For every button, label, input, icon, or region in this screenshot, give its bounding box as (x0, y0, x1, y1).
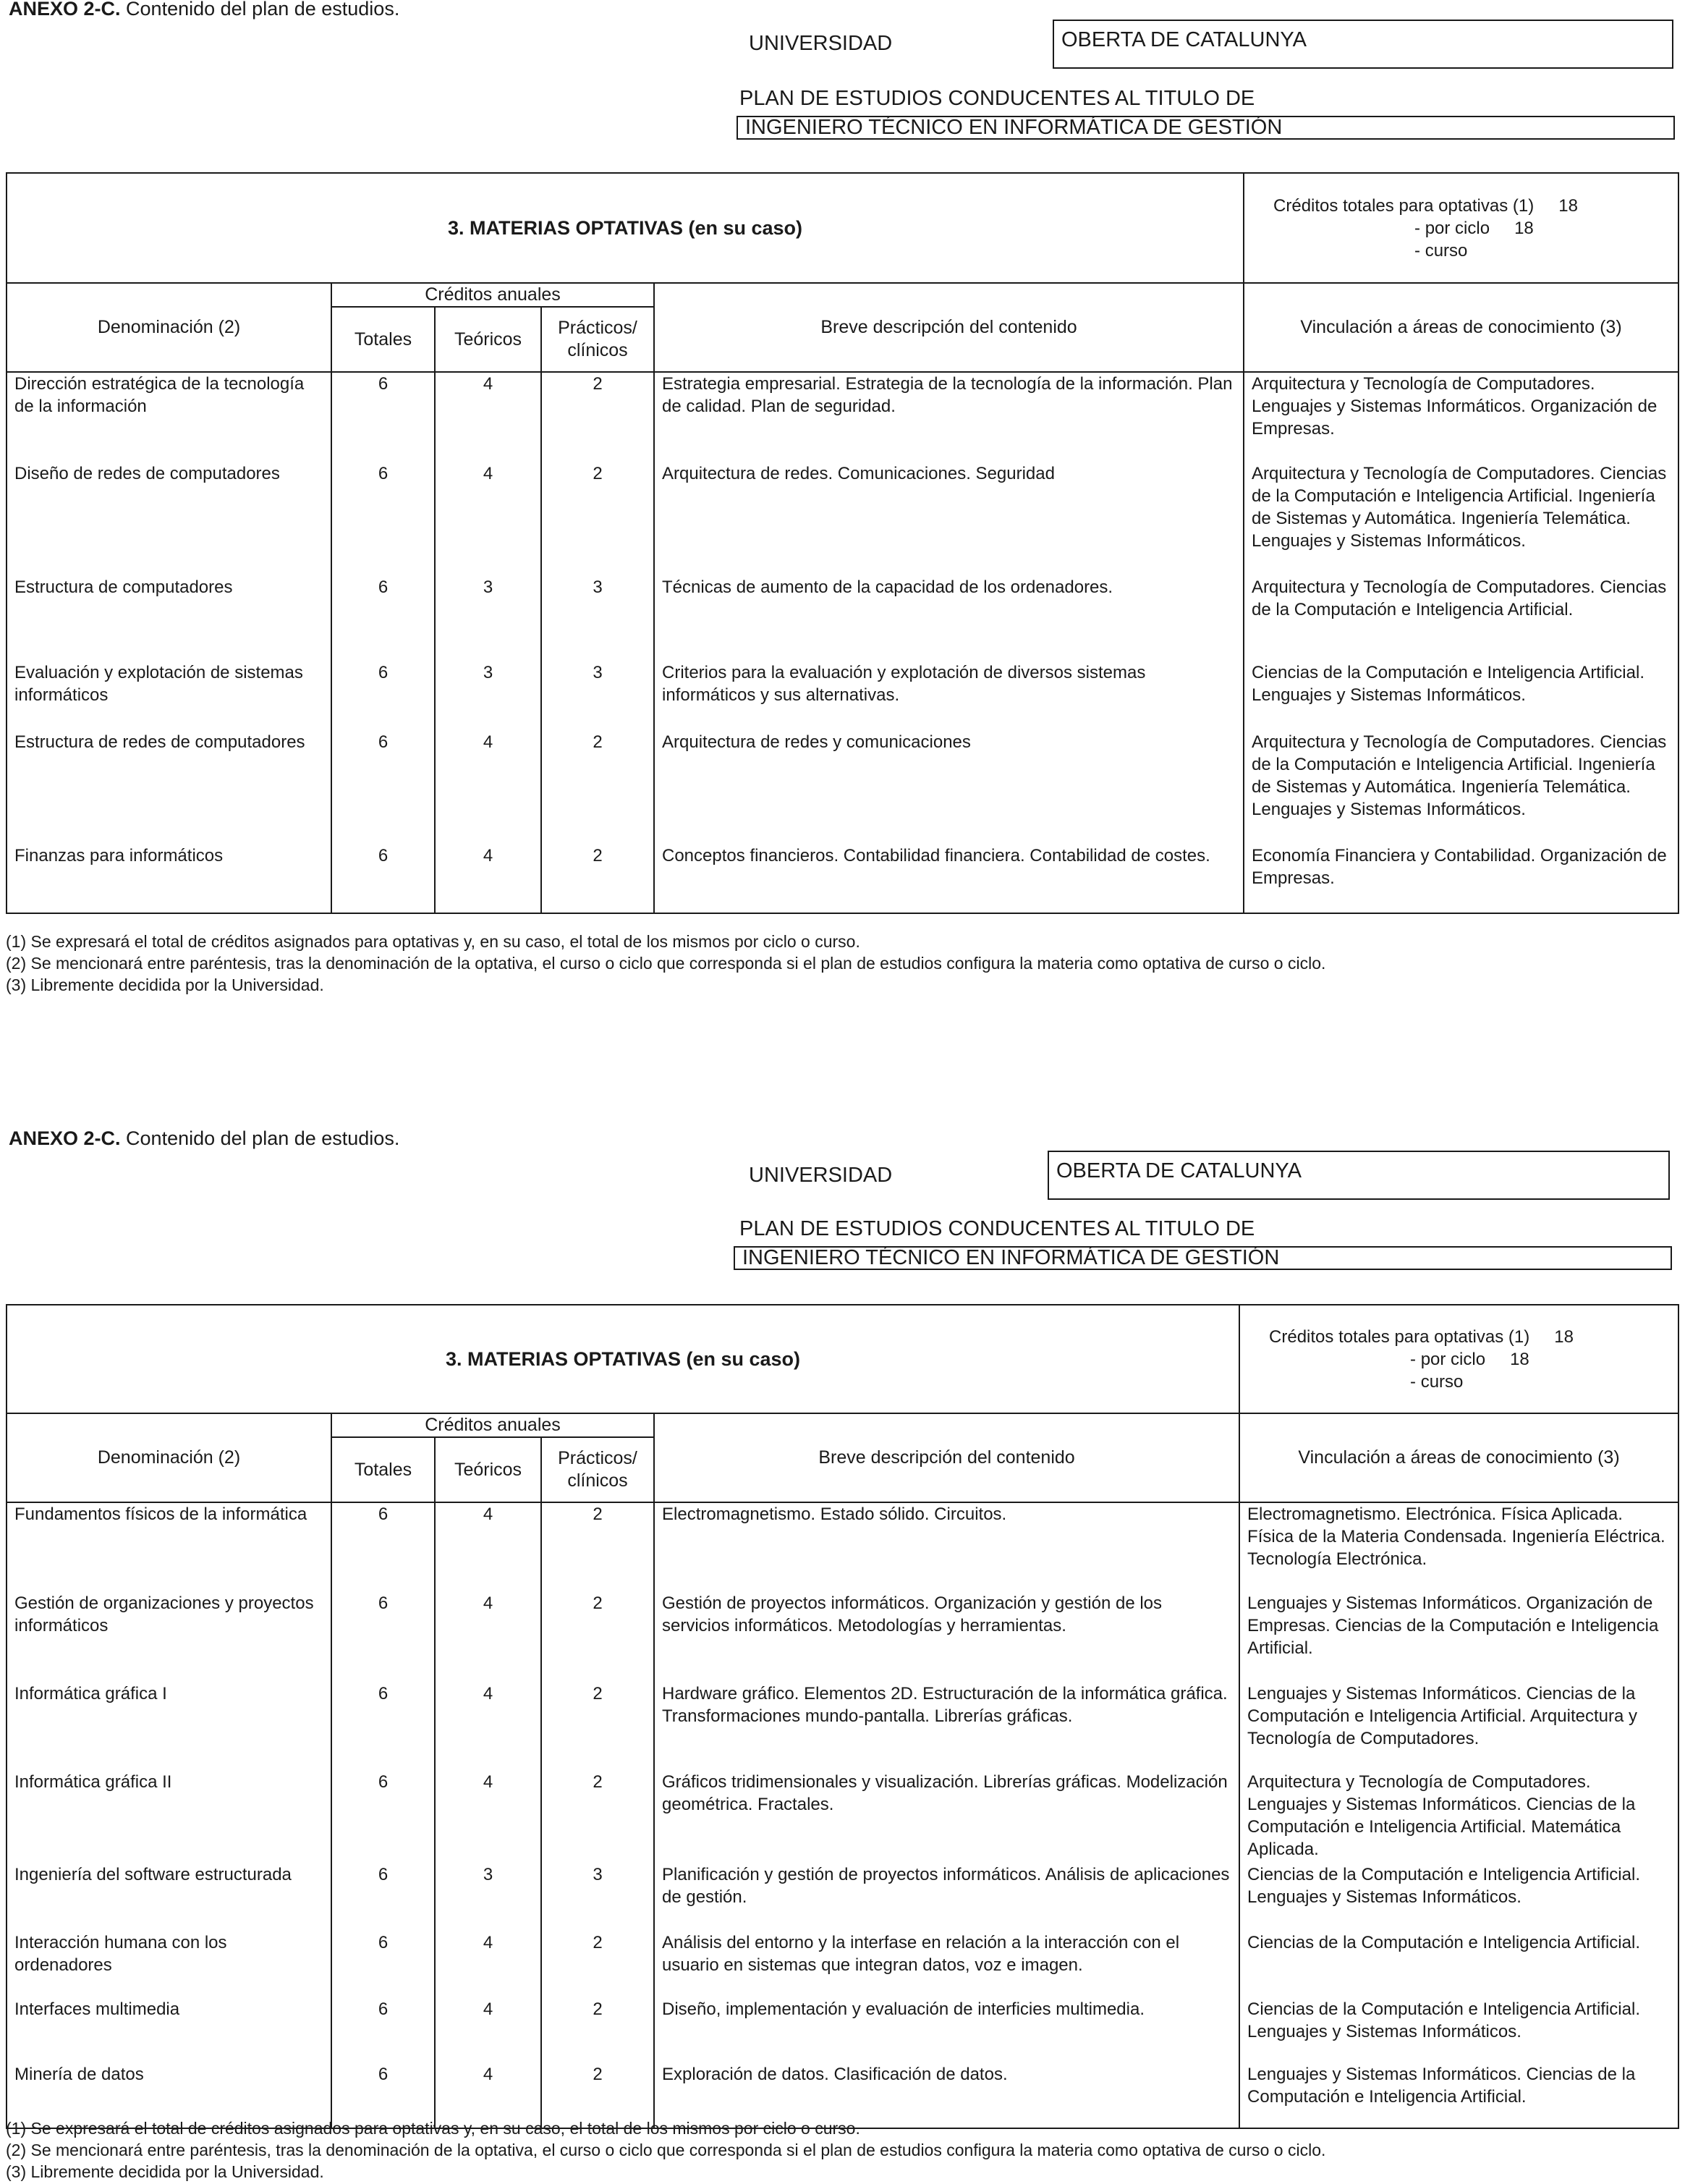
row-name: Ingeniería del software estructurada (7, 1863, 331, 1931)
row-teoricos: 3 (435, 1863, 541, 1931)
university-name-box (1048, 1151, 1670, 1200)
row-total: 6 (331, 1592, 435, 1683)
row-name: Estructura de computadores (7, 576, 331, 661)
table-row (7, 1502, 1678, 1592)
row-total: 6 (331, 576, 435, 661)
table-row (7, 1998, 1678, 2063)
row-areas: Lenguajes y Sistemas Informáticos. Organización de Empresas. Ciencias de la Computación e Inteligencia Artificial. (1239, 1592, 1678, 1683)
row-description: Arquitectura de redes. Comunicaciones. Seguridad (654, 462, 1244, 576)
row-description: Gestión de proyectos informáticos. Organización y gestión de los servicios informáticos. Metodologías y herramientas. (654, 1592, 1239, 1683)
row-practicos: 2 (541, 845, 654, 913)
row-areas: Ciencias de la Computación e Inteligencia Artificial. Lenguajes y Sistemas Informáticos. (1239, 1998, 1678, 2063)
row-areas: Lenguajes y Sistemas Informáticos. Ciencias de la Computación e Inteligencia Artificial. (1239, 2063, 1678, 2128)
row-description: Electromagnetismo. Estado sólido. Circuitos. (654, 1502, 1239, 1592)
row-teoricos: 4 (435, 2063, 541, 2128)
row-teoricos: 4 (435, 372, 541, 462)
university-label: UNIVERSIDAD (749, 32, 893, 55)
header-creditos-anuales: Créditos anuales (331, 283, 654, 307)
row-teoricos: 4 (435, 462, 541, 576)
row-total: 6 (331, 845, 435, 913)
table-title: 3. MATERIAS OPTATIVAS (en su caso) (7, 173, 1244, 283)
table-row (7, 462, 1678, 576)
university-label: UNIVERSIDAD (749, 1164, 893, 1187)
header-vinculacion: Vinculación a áreas de conocimiento (3) (1239, 1413, 1678, 1502)
row-teoricos: 3 (435, 661, 541, 731)
table-row (7, 1863, 1678, 1931)
header-practicos: Prácticos/ clínicos (541, 307, 654, 372)
table-row (7, 845, 1678, 913)
row-total: 6 (331, 462, 435, 576)
table-row (7, 1592, 1678, 1683)
footnote: (2) Se mencionará entre paréntesis, tras la denominación de la optativa, el curso o ciclo que corresponda si el plan de estudios configura la materia como optativa de curso o ciclo. (6, 954, 1326, 973)
row-name: Estructura de redes de computadores (7, 731, 331, 845)
degree-name: INGENIERO TÉCNICO EN INFORMÁTICA DE GESTIÓN (745, 116, 1283, 139)
row-name: Informática gráfica II (7, 1771, 331, 1863)
row-name: Evaluación y explotación de sistemas informáticos (7, 661, 331, 731)
per-cycle-line (1273, 217, 1678, 240)
row-teoricos: 3 (435, 576, 541, 661)
row-description: Gráficos tridimensionales y visualización. Librerías gráficas. Modelización geométrica. Fractales. (654, 1771, 1239, 1863)
row-practicos: 2 (541, 1592, 654, 1683)
header-totales: Totales (331, 307, 435, 372)
university-name: OBERTA DE CATALUNYA (1061, 28, 1307, 51)
row-areas: Lenguajes y Sistemas Informáticos. Ciencias de la Computación e Inteligencia Artificial. Arquitectura y Tecnología de Computadores. (1239, 1683, 1678, 1771)
row-areas: Ciencias de la Computación e Inteligencia Artificial. Lenguajes y Sistemas Informáticos. (1239, 1863, 1678, 1931)
row-total: 6 (331, 661, 435, 731)
row-total: 6 (331, 1998, 435, 2063)
row-description: Arquitectura de redes y comunicaciones (654, 731, 1244, 845)
annex-title: Contenido del plan de estudios. (126, 1127, 400, 1149)
row-name: Minería de datos (7, 2063, 331, 2128)
row-name: Interacción humana con los ordenadores (7, 1931, 331, 1998)
row-practicos: 2 (541, 1998, 654, 2063)
table-row (7, 576, 1678, 661)
annex-label: ANEXO 2-C. (9, 1127, 121, 1149)
table-title: 3. MATERIAS OPTATIVAS (en su caso) (7, 1305, 1239, 1413)
footnotes (6, 931, 1325, 996)
row-areas: Arquitectura y Tecnología de Computadores. Ciencias de la Computación e Inteligencia Artificial. Ingeniería de Sistemas y Automática. Ingeniería Telemática. Lenguajes y Sistemas Informáticos. (1244, 462, 1678, 576)
per-cycle-label: - por ciclo (1410, 1349, 1486, 1369)
credits-total-value: 18 (1554, 1326, 1574, 1347)
degree-name: INGENIERO TÉCNICO EN INFORMÁTICA DE GESTIÓN (742, 1246, 1280, 1269)
row-total: 6 (331, 1863, 435, 1931)
degree-box (734, 1246, 1672, 1270)
row-description: Estrategia empresarial. Estrategia de la tecnología de la información. Plan de calidad. Plan de seguridad. (654, 372, 1244, 462)
university-name: OBERTA DE CATALUNYA (1056, 1159, 1302, 1182)
header-descripcion: Breve descripción del contenido (654, 1413, 1239, 1502)
header-teoricos: Teóricos (435, 307, 541, 372)
row-description: Planificación y gestión de proyectos informáticos. Análisis de aplicaciones de gestión. (654, 1863, 1239, 1931)
credits-summary (1239, 1305, 1678, 1413)
row-total: 6 (331, 1502, 435, 1592)
materias-table (6, 172, 1679, 914)
credits-total-line (1269, 1326, 1678, 1348)
annex-title: Contenido del plan de estudios. (126, 0, 400, 20)
row-practicos: 2 (541, 462, 654, 576)
row-practicos: 3 (541, 1863, 654, 1931)
row-areas: Economía Financiera y Contabilidad. Organización de Empresas. (1244, 845, 1678, 913)
row-description: Hardware gráfico. Elementos 2D. Estructuración de la informática gráfica. Transformaciones mundo-pantalla. Librerías gráficas. (654, 1683, 1239, 1771)
row-total: 6 (331, 372, 435, 462)
per-cycle-line (1269, 1348, 1678, 1371)
section-2 (0, 1129, 1685, 2184)
row-practicos: 2 (541, 372, 654, 462)
row-name: Interfaces multimedia (7, 1998, 331, 2063)
row-description: Diseño, implementación y evaluación de interficies multimedia. (654, 1998, 1239, 2063)
row-name: Diseño de redes de computadores (7, 462, 331, 576)
header-denominacion: Denominación (2) (7, 1413, 331, 1502)
footnote: (1) Se expresará el total de créditos asignados para optativas y, en su caso, el total de los mismos por ciclo o curso. (6, 932, 860, 951)
row-description: Técnicas de aumento de la capacidad de los ordenadores. (654, 576, 1244, 661)
row-name: Finanzas para informáticos (7, 845, 331, 913)
row-teoricos: 4 (435, 845, 541, 913)
table-row (7, 661, 1678, 731)
credits-total-line (1273, 195, 1678, 217)
footnote: (3) Libremente decidida por la Universidad. (6, 2162, 324, 2181)
row-total: 6 (331, 2063, 435, 2128)
plan-label: PLAN DE ESTUDIOS CONDUCENTES AL TITULO DE (739, 87, 1255, 110)
plan-label: PLAN DE ESTUDIOS CONDUCENTES AL TITULO DE (739, 1217, 1255, 1240)
table-row (7, 731, 1678, 845)
header-practicos: Prácticos/ clínicos (541, 1437, 654, 1502)
per-cycle-value: 18 (1510, 1349, 1529, 1369)
credits-total-value: 18 (1558, 195, 1578, 216)
row-areas: Electromagnetismo. Electrónica. Física Aplicada. Física de la Materia Condensada. Ingeniería Eléctrica. Tecnología Electrónica. (1239, 1502, 1678, 1592)
row-practicos: 2 (541, 1771, 654, 1863)
credits-total-label: Créditos totales para optativas (1) (1273, 195, 1535, 216)
table-row (7, 372, 1678, 462)
per-cycle-label: - por ciclo (1414, 218, 1490, 238)
row-areas: Arquitectura y Tecnología de Computadores. Lenguajes y Sistemas Informáticos. Organización de Empresas. (1244, 372, 1678, 462)
table-row (7, 1771, 1678, 1863)
section-1 (0, 0, 1685, 1013)
annex-heading (9, 1127, 399, 1150)
row-name: Fundamentos físicos de la informática (7, 1502, 331, 1592)
row-practicos: 3 (541, 661, 654, 731)
footnote: (2) Se mencionará entre paréntesis, tras la denominación de la optativa, el curso o ciclo que corresponda si el plan de estudios configura la materia como optativa de curso o ciclo. (6, 2141, 1326, 2159)
row-description: Criterios para la evaluación y explotación de diversos sistemas informáticos y sus alternativas. (654, 661, 1244, 731)
row-name: Dirección estratégica de la tecnología de la información (7, 372, 331, 462)
row-practicos: 2 (541, 2063, 654, 2128)
row-areas: Ciencias de la Computación e Inteligencia Artificial. (1239, 1931, 1678, 1998)
row-teoricos: 4 (435, 731, 541, 845)
footnote: (1) Se expresará el total de créditos asignados para optativas y, en su caso, el total de los mismos por ciclo o curso. (6, 2119, 860, 2138)
table-row (7, 1931, 1678, 1998)
row-areas: Arquitectura y Tecnología de Computadores. Lenguajes y Sistemas Informáticos. Ciencias de la Computación e Inteligencia Artificial. Matemática Aplicada. (1239, 1771, 1678, 1863)
credits-total-label: Créditos totales para optativas (1) (1269, 1326, 1530, 1347)
row-total: 6 (331, 1771, 435, 1863)
header-creditos-anuales: Créditos anuales (331, 1413, 654, 1437)
row-total: 6 (331, 1931, 435, 1998)
per-course-label: - curso (1414, 240, 1468, 261)
header-descripcion: Breve descripción del contenido (654, 283, 1244, 372)
row-total: 6 (331, 731, 435, 845)
header-denominacion: Denominación (2) (7, 283, 331, 372)
annex-heading (9, 0, 399, 20)
row-practicos: 2 (541, 1931, 654, 1998)
row-teoricos: 4 (435, 1998, 541, 2063)
row-areas: Arquitectura y Tecnología de Computadores. Ciencias de la Computación e Inteligencia Artificial. (1244, 576, 1678, 661)
row-areas: Arquitectura y Tecnología de Computadores. Ciencias de la Computación e Inteligencia Artificial. Ingeniería de Sistemas y Automática. Ingeniería Telemática. Lenguajes y Sistemas Informáticos. (1244, 731, 1678, 845)
footnotes (6, 2117, 1325, 2183)
row-teoricos: 4 (435, 1931, 541, 1998)
degree-box (737, 116, 1675, 140)
row-name: Gestión de organizaciones y proyectos informáticos (7, 1592, 331, 1683)
row-total: 6 (331, 1683, 435, 1771)
row-practicos: 2 (541, 1683, 654, 1771)
row-teoricos: 4 (435, 1502, 541, 1592)
row-areas: Ciencias de la Computación e Inteligencia Artificial. Lenguajes y Sistemas Informáticos. (1244, 661, 1678, 731)
header-teoricos: Teóricos (435, 1437, 541, 1502)
per-cycle-value: 18 (1514, 218, 1534, 238)
footnote: (3) Libremente decidida por la Universidad. (6, 975, 324, 994)
row-practicos: 2 (541, 731, 654, 845)
row-description: Exploración de datos. Clasificación de datos. (654, 2063, 1239, 2128)
table-row (7, 1683, 1678, 1771)
credits-summary (1244, 173, 1678, 283)
university-name-box (1053, 20, 1673, 69)
row-practicos: 3 (541, 576, 654, 661)
row-teoricos: 4 (435, 1683, 541, 1771)
row-teoricos: 4 (435, 1592, 541, 1683)
row-teoricos: 4 (435, 1771, 541, 1863)
materias-table (6, 1304, 1679, 2129)
header-vinculacion: Vinculación a áreas de conocimiento (3) (1244, 283, 1678, 372)
row-name: Informática gráfica I (7, 1683, 331, 1771)
row-description: Conceptos financieros. Contabilidad financiera. Contabilidad de costes. (654, 845, 1244, 913)
per-course-label: - curso (1410, 1371, 1464, 1392)
row-practicos: 2 (541, 1502, 654, 1592)
header-totales: Totales (331, 1437, 435, 1502)
annex-label: ANEXO 2-C. (9, 0, 121, 20)
row-description: Análisis del entorno y la interfase en relación a la interacción con el usuario en sistemas que integran datos, voz e imagen. (654, 1931, 1239, 1998)
